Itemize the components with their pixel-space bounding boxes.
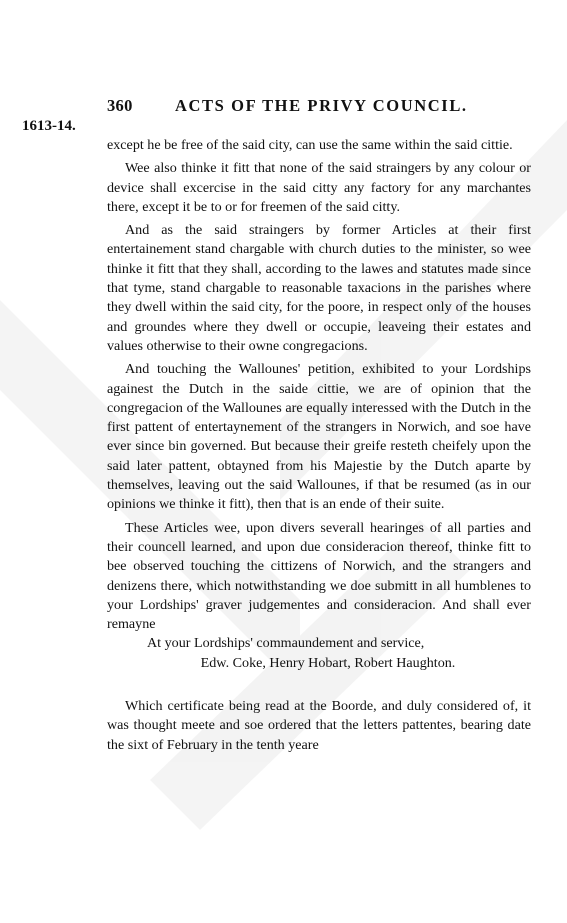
signature-names: Edw. Coke, Henry Hobart, Robert Haughton. <box>200 654 456 671</box>
paragraph: These Articles wee, upon divers severall hearinges of all parties and their councell learned, and upon due consideracion thereof, thinke fitt to bee observed touching the cittizens of Norwich, and the strangers and denizens there, which notwithstanding we doe submitt in all humblenes to your Lordships' graver judgementes and consideracion. And shall ever remayne <box>107 519 531 633</box>
page-number: 360 <box>107 96 133 115</box>
body-text <box>107 136 531 755</box>
signature-closing: At your Lordships' commaundement and service, <box>147 635 425 652</box>
margin-date: 1613-14. <box>22 118 76 134</box>
paragraph: Which certificate being read at the Boorde, and duly considered of, it was thought meete and soe ordered that the letters pattentes, bearing date the sixt of February in the tenth yeare <box>107 698 531 753</box>
paragraph: And touching the Wallounes' petition, exhibited to your Lordships againest the Dutch in the saide cittie, we are of opinion that the congregacion of the Wallounes are equally interessed with the Dutch in the first pattent of entertaynement of the strangers in Norwich, and soe have ever since bin governed. But because their greife resteth cheifely upon the said later pattent, obtayned from his Majestie by the Dutch aparte by themselves, leaving out the said Wallounes, if that be resumed (as in our opinions we thinke it fitt), then that is an ende of their suite. <box>107 361 531 513</box>
paragraph: except he be free of the said city, can use the same within the said cittie. <box>107 137 513 153</box>
paragraph: And as the said straingers by former Articles at their first entertainement stand chargable with church duties to the minister, so wee thinke it fitt that they shall, according to the lawes and statutes made since that tyme, stand chargable to reasonable taxacions in the parishes where they dwell within the said city, for the poore, in respect only of the houses and groundes where they dwell or occupie, leaveing their estates and values otherwise to their owne congregacions. <box>107 222 531 354</box>
paragraph: Wee also thinke it fitt that none of the said straingers by any colour or device shall excercise in the said citty any factory for any marchantes there, except it be to or for freemen of the said citty. <box>107 160 531 215</box>
running-head: ACTS OF THE PRIVY COUNCIL. <box>175 96 468 115</box>
